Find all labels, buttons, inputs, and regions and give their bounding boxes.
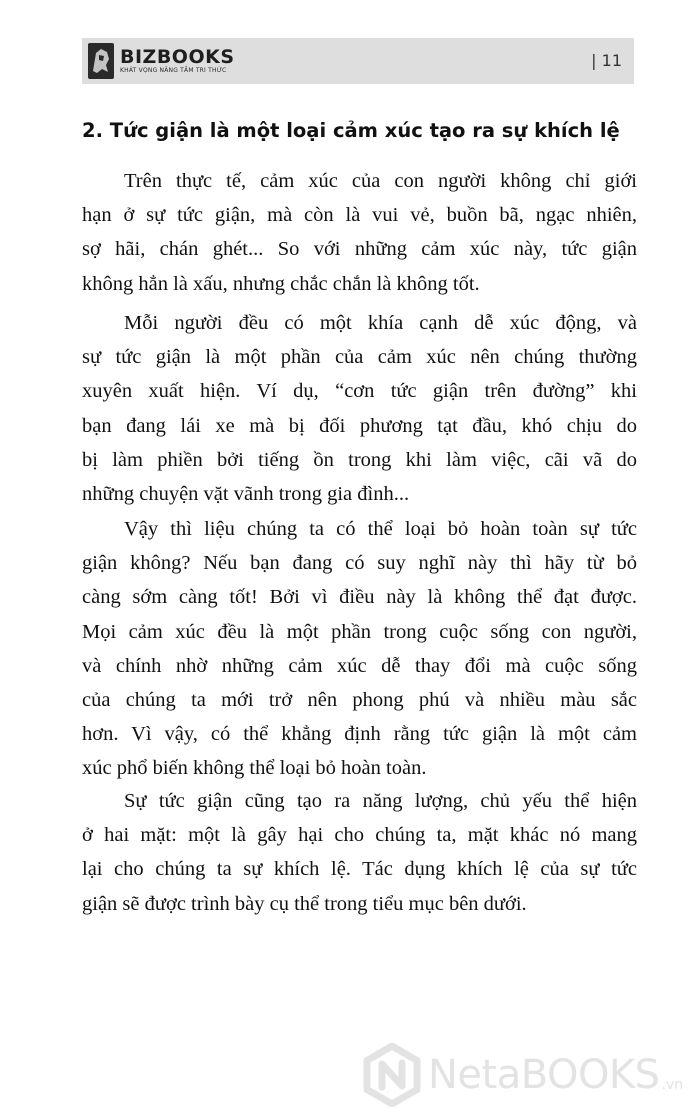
brand-tagline: KHÁT VỌNG NÂNG TẦM TRI THỨC xyxy=(120,67,227,74)
text-line: và chính nhờ những cảm xúc dễ thay đổi mà cuộc sống xyxy=(82,654,637,677)
section-heading: 2. Tức giận là một loại cảm xúc tạo ra sự khích lệ xyxy=(82,119,620,142)
text-line: bị làm phiền bởi tiếng ồn trong khi làm việc, cãi vã do xyxy=(82,448,637,471)
paragraph xyxy=(82,164,637,301)
text-line: lại cho chúng ta sự khích lệ. Tác dụng khích lệ của sự tức xyxy=(82,858,637,881)
text-line: xúc phổ biến không thể loại bỏ hoàn toàn. xyxy=(82,757,427,780)
text-line: giận không? Nếu bạn đang có suy nghĩ này thì hãy từ bỏ xyxy=(82,552,637,575)
text-line: hạn ở sự tức giận, mà còn là vui vẻ, buồn bã, ngạc nhiên, xyxy=(82,204,637,227)
brand-name: BIZBOOKS xyxy=(120,46,235,68)
netabooks-watermark xyxy=(360,1040,700,1110)
text-line: Trên thực tế, cảm xúc của con người không chỉ giới xyxy=(124,170,637,192)
watermark-suffix: .vn xyxy=(661,1077,684,1093)
paragraph xyxy=(82,306,637,511)
text-line: càng sớm càng tốt! Bởi vì điều này là không thể đạt được. xyxy=(82,586,637,609)
text-line: Vậy thì liệu chúng ta có thể loại bỏ hoàn toàn sự tức xyxy=(124,518,637,540)
paragraph xyxy=(82,512,637,786)
watermark-text: NetaBOOKS xyxy=(428,1052,660,1098)
text-line: Mỗi người đều có một khía cạnh dễ xúc động, và xyxy=(124,312,637,334)
text-line: Mọi cảm xúc đều là một phần trong cuộc sống con người, xyxy=(82,620,637,643)
netabooks-logo-icon xyxy=(360,1043,424,1107)
text-line: sự tức giận là một phần của cảm xúc nên chúng thường xyxy=(82,346,637,369)
text-line: những chuyện vặt vãnh trong gia đình... xyxy=(82,483,410,506)
text-line: của chúng ta mới trở nên phong phú và nhiều màu sắc xyxy=(82,689,637,712)
page-number: | 11 xyxy=(591,51,622,70)
text-line: xuyên xuất hiện. Ví dụ, “cơn tức giận trên đường” khi xyxy=(82,380,637,403)
paragraph xyxy=(82,784,637,921)
text-line: bạn đang lái xe mà bị đối phương tạt đầu, khó chịu do xyxy=(82,414,637,437)
text-line: ở hai mặt: một là gây hại cho chúng ta, mặt khác nó mang xyxy=(82,824,637,847)
text-line: sợ hãi, chán ghét... So với những cảm xúc này, tức giận xyxy=(82,238,637,261)
lion-logo-icon xyxy=(88,43,114,79)
text-line: hơn. Vì vậy, có thể khẳng định rằng tức giận là một cảm xyxy=(82,723,637,746)
text-line: không hẳn là xấu, nhưng chắc chắn là không tốt. xyxy=(82,272,480,295)
page-header xyxy=(82,38,634,84)
text-line: Sự tức giận cũng tạo ra năng lượng, chủ yếu thể hiện xyxy=(124,790,637,812)
bizbooks-logo xyxy=(88,42,235,80)
text-line: giận sẽ được trình bày cụ thể trong tiểu mục bên dưới. xyxy=(82,892,527,915)
